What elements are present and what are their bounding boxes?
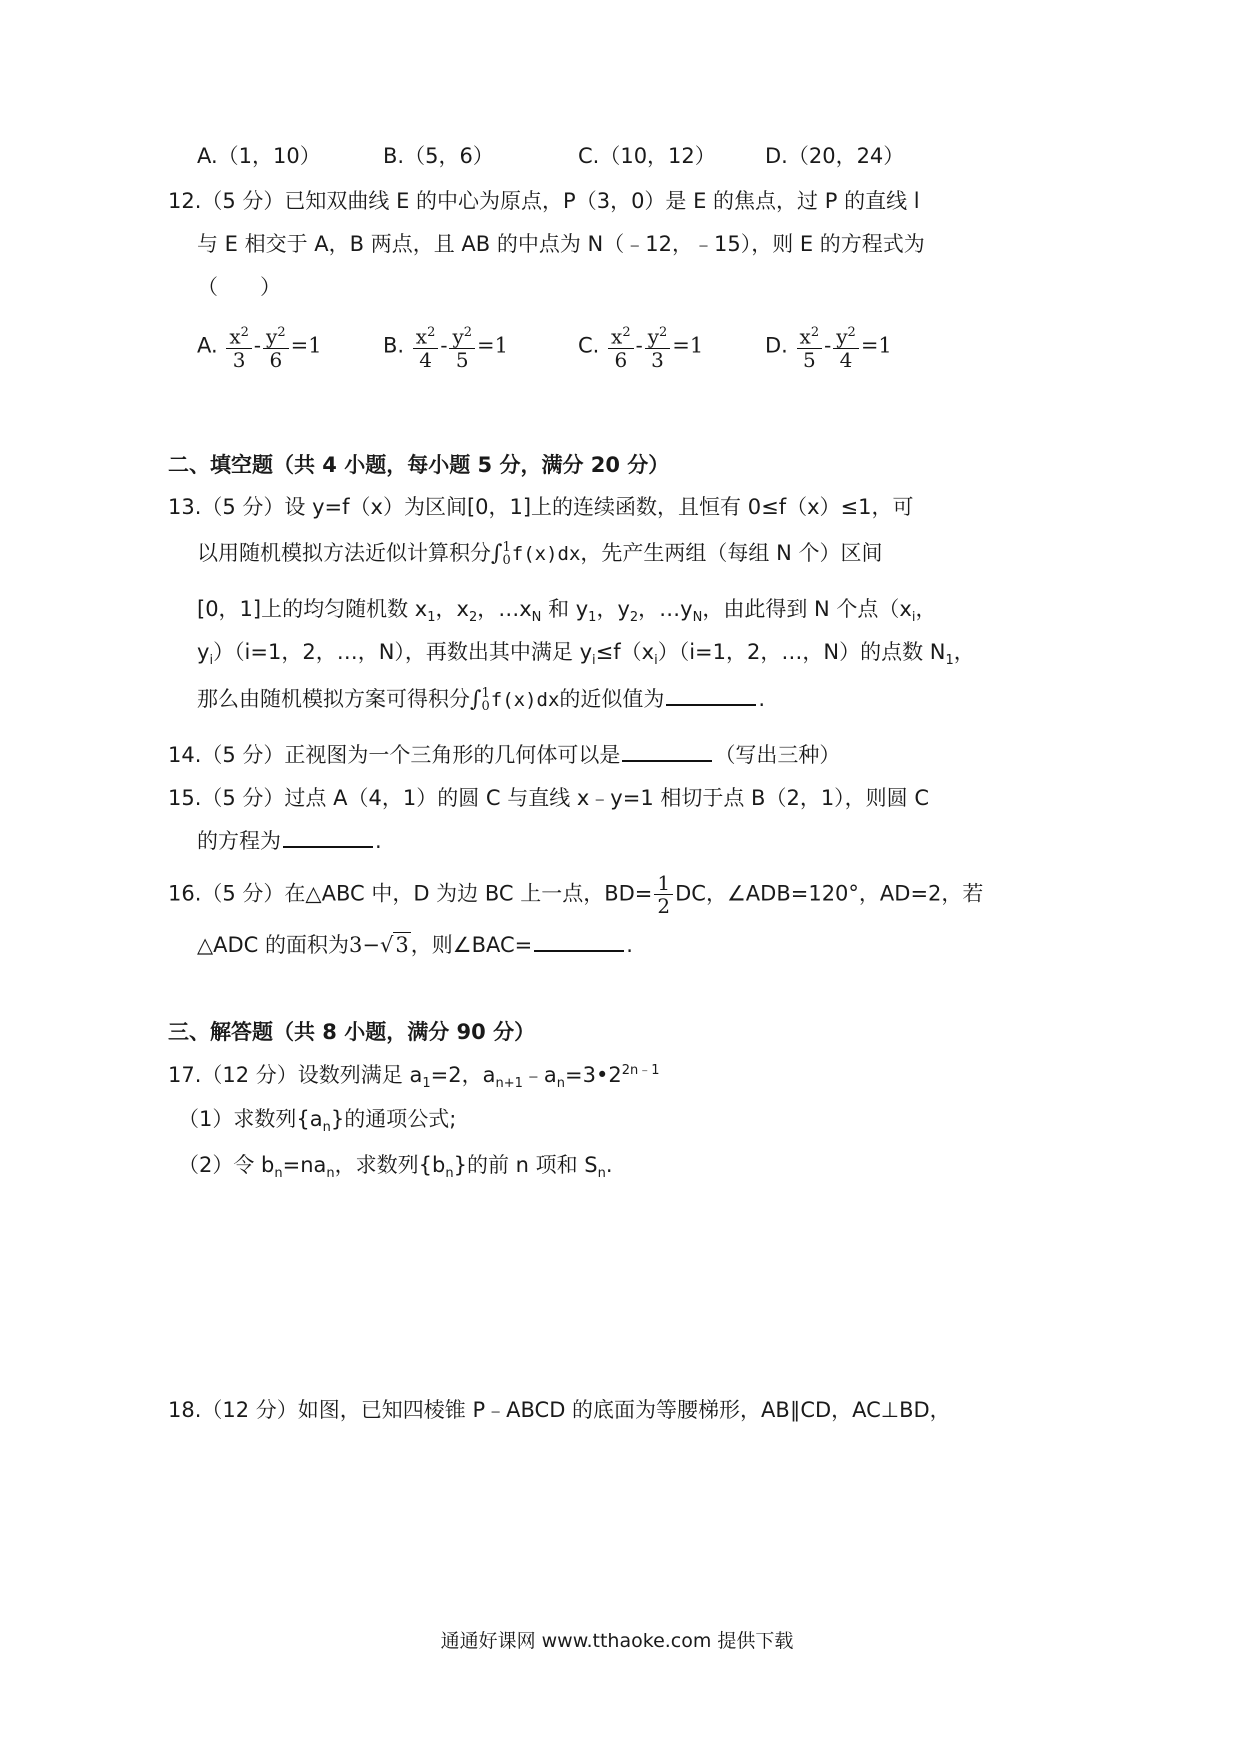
answer-blank[interactable] bbox=[283, 826, 373, 848]
q11-option-a: A.（1，10） bbox=[197, 144, 321, 168]
q11-option-c: C.（10，12） bbox=[578, 144, 716, 168]
answer-blank[interactable] bbox=[666, 684, 756, 706]
q15-line-2: 的方程为 . bbox=[197, 826, 382, 856]
q13-text: 那么由随机模拟方案可得积分 bbox=[197, 687, 470, 711]
fraction-y2: $\frac{y^2}{5}$ bbox=[449, 322, 475, 371]
q13-text: 以用随机模拟方法近似计算积分 bbox=[197, 541, 491, 565]
fraction-one-half: $\frac{1}{2}$ bbox=[654, 872, 673, 917]
q13-text: （i=1，2，…，N），再数出其中满足 y bbox=[234, 640, 593, 664]
integral-sign-icon: ∫ bbox=[491, 541, 503, 566]
q17-part-1: （1）求数列$\{a_n\}$的通项公式; bbox=[178, 1107, 457, 1136]
q13-text: y bbox=[197, 640, 210, 664]
q16-text: 16.（5 分）在△ABC 中，D 为边 BC 上一点，BD= bbox=[168, 881, 653, 906]
q11-option-d: D.（20，24） bbox=[765, 144, 905, 168]
q18-line-1: 18.（12 分）如图，已知四棱锥 P﹣ABCD 的底面为等腰梯形，AB∥CD，AC⊥BD， bbox=[168, 1398, 951, 1422]
q17-line-1: 17.（12 分）设数列满足 $a_1=2$，$a_{n+1}﹣a_n=3•2^{2n﹣1}$ bbox=[168, 1063, 660, 1092]
fraction-x2: $\frac{x^2}{3}$ bbox=[226, 322, 252, 371]
option-label: C. bbox=[578, 333, 600, 358]
q13-text: ，先产生两组（每组 N 个）区间 bbox=[580, 541, 883, 565]
fraction-x2: $\frac{x^2}{5}$ bbox=[797, 322, 823, 371]
q12-line-1: 12.（5 分）已知双曲线 E 的中心为原点，P（3，0）是 E 的焦点，过 P 的直线 l bbox=[168, 189, 920, 213]
q13-line-3: [0，1]上的均匀随机数 $x_1$，$x_2$，$\dots x_N$ 和 $y_1$，$y_2$，$\dots y_N$，由此得到 N 个点（$x_i$， bbox=[197, 597, 937, 626]
q17-text: =na bbox=[282, 1153, 327, 1177]
q17-text: （1）求数列{a bbox=[178, 1107, 323, 1131]
option-label: D. bbox=[765, 333, 788, 358]
q17-text: 17.（12 分）设数列满足 a bbox=[168, 1063, 423, 1087]
q17-text: }的前 n 项和 S bbox=[453, 1153, 598, 1177]
fraction-y2: $\frac{y^2}{4}$ bbox=[833, 322, 859, 371]
q15-text: 的方程为 bbox=[197, 829, 281, 853]
section-2-title: 二、填空题（共 4 小题，每小题 5 分，满分 20 分） bbox=[168, 453, 670, 477]
q16-text: △ADC 的面积为 bbox=[197, 933, 350, 957]
integral-limits: 1 0 bbox=[481, 686, 490, 714]
q13-text: ）（i=1，2，…，N）的点数 N bbox=[657, 640, 946, 664]
section-3-title: 三、解答题（共 8 小题，满分 90 分） bbox=[168, 1020, 536, 1044]
q13-text: ，由此得到 N 个点（x bbox=[702, 597, 912, 621]
q12-option: A. $\frac{x^2}{3}$ - $\frac{y^2}{6}$ =1 bbox=[197, 322, 322, 371]
q17-text: }的通项公式; bbox=[330, 1107, 457, 1131]
answer-blank[interactable] bbox=[622, 740, 712, 762]
q17-part-2: （2）令 $b_n=na_n$，求数列$\{b_n\}$的前 n 项和 $S_n$. bbox=[178, 1153, 613, 1182]
option-label: B. bbox=[383, 333, 405, 358]
fraction-x2: $\frac{x^2}{4}$ bbox=[413, 322, 439, 371]
answer-blank[interactable] bbox=[534, 930, 624, 952]
q13-text: 的近似值为 bbox=[559, 687, 665, 711]
q13-line-5: 那么由随机模拟方案可得积分∫ 1 0 f(x)dx的近似值为 . bbox=[197, 686, 766, 714]
q16-line-1 bbox=[168, 872, 983, 917]
integral-sign-icon: ∫ bbox=[470, 687, 482, 712]
q16-text: ，则∠BAC= bbox=[410, 933, 533, 957]
q17-text: ，求数列{b bbox=[334, 1153, 446, 1177]
q15-line-1: 15.（5 分）过点 A（4，1）的圆 C 与直线 x﹣y=1 相切于点 B（2，1），则圆 C bbox=[168, 786, 930, 810]
q12-line-2: 与 E 相交于 A，B 两点，且 AB 的中点为 N（﹣12，﹣15），则 E 的方程式为 bbox=[197, 232, 925, 256]
integrand: f(x)dx bbox=[490, 689, 560, 711]
q13-text: [0，1]上的均匀随机数 x bbox=[197, 597, 428, 621]
q14-line bbox=[168, 740, 840, 770]
q11-option-b: B.（5，6） bbox=[383, 144, 494, 168]
fraction-y2: $\frac{y^2}{3}$ bbox=[645, 322, 671, 371]
q13-line-1: 13.（5 分）设 y=f（x）为区间[0，1]上的连续函数，且恒有 0≤f（x）≤1，可 bbox=[168, 495, 914, 519]
q13-line-4: $y_i)(i=1$，2，…，N），再数出其中满足 $y_i\le f(x_i)(i=1$，2，…，N）的点数 $N_1$， bbox=[197, 640, 975, 669]
q12-option: D. $\frac{x^2}{5}$ - $\frac{y^2}{4}$ =1 bbox=[765, 322, 892, 371]
integral-limits: 1 0 bbox=[502, 540, 511, 568]
q16-line-2: △ADC 的面积为3−√3，则∠BAC= . bbox=[197, 930, 633, 960]
q16-text: DC，∠ADB=120°，AD=2，若 bbox=[675, 881, 984, 906]
q13-text: ≤f（x bbox=[595, 640, 655, 664]
option-label: A. bbox=[197, 333, 218, 358]
q13-line-2 bbox=[197, 538, 882, 569]
page-footer: 通通好课网 www.tthaoke.com 提供下载 bbox=[440, 1630, 794, 1652]
q14-tail: （写出三种） bbox=[714, 743, 841, 767]
q12-option: C. $\frac{x^2}{6}$ - $\frac{y^2}{3}$ =1 bbox=[578, 322, 703, 371]
expr-3-minus-sqrt3: 3−√3 bbox=[349, 933, 409, 957]
q17-text: （2）令 b bbox=[178, 1153, 275, 1177]
integrand: f(x)dx bbox=[511, 543, 581, 565]
q12-line-3: （ ） bbox=[197, 275, 281, 299]
fraction-x2: $\frac{x^2}{6}$ bbox=[608, 322, 634, 371]
q12-option: B. $\frac{x^2}{4}$ - $\frac{y^2}{5}$ =1 bbox=[383, 322, 508, 371]
q14-text: 14.（5 分）正视图为一个三角形的几何体可以是 bbox=[168, 743, 621, 767]
fraction-y2: $\frac{y^2}{6}$ bbox=[263, 322, 289, 371]
